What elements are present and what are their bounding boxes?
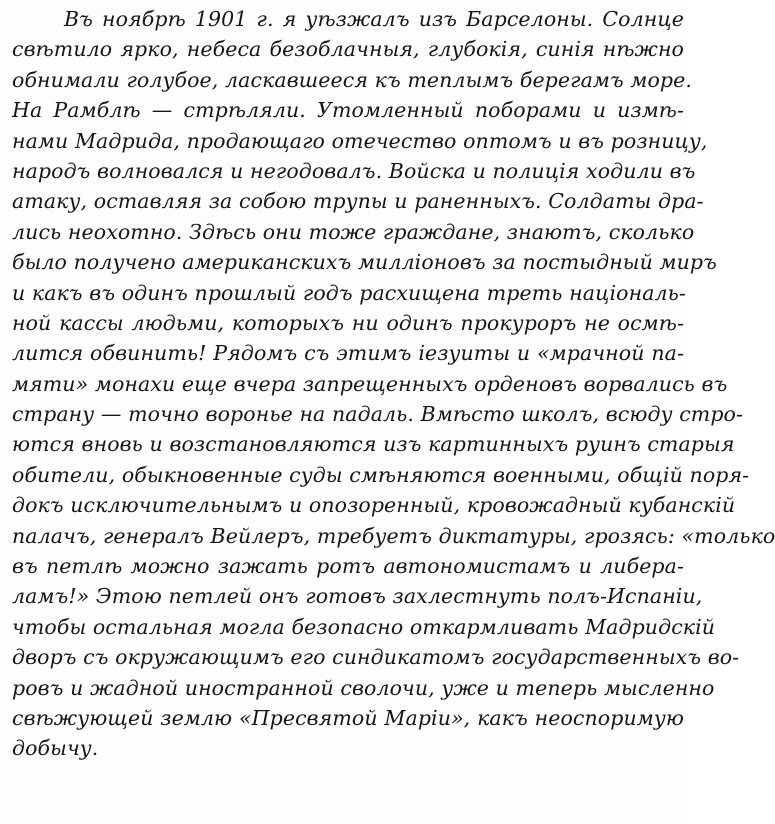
text-line: мяти» монахи еще вчера запрещенныхъ орденовъ ворвались въ: [12, 371, 728, 396]
text-line: въ петлѣ можно зажать ротъ автономистамъ и либера-: [12, 554, 684, 579]
text-line: На Рамблѣ — стрѣляли. Утомленный поборами и измѣ-: [12, 98, 684, 123]
text-line: чтобы остальная могла безопасно откармливать Мадридскій: [12, 614, 716, 639]
text-line: лится обвинить! Рядомъ съ этимъ іезуиты и «мрачной па-: [12, 341, 684, 366]
text-line: ламъ!» Этою петлей онъ готовъ захлестнуть полъ-Испаніи,: [12, 584, 703, 609]
text-line: страну — точно воронье на падаль. Вмѣсто школъ, всюду стро-: [12, 402, 744, 427]
text-line: было получено американскихъ милліоновъ за постыдный миръ: [12, 250, 717, 275]
text-line: ровъ и жадной иностранной сволочи, уже и теперь мысленно: [12, 675, 715, 700]
body-paragraph: [12, 4, 775, 764]
text-line: палачъ, генералъ Вейлеръ, требуетъ диктатуры, грозясь: «только: [12, 523, 775, 548]
text-line: ются вновь и возстановляются изъ картинныхъ руинъ старыя: [12, 432, 735, 457]
text-line: добычу.: [12, 736, 99, 761]
text-line: атаку, оставляя за собою трупы и раненныхъ. Солдаты дра-: [12, 189, 704, 214]
text-line: обители, обыкновенные суды смѣняются военными, общій поря-: [12, 462, 750, 487]
text-line: свѣжующей землю «Пресвятой Маріи», какъ неоспоримую: [12, 705, 684, 730]
text-line: нами Мадрида, продающаго отечество оптомъ и въ розницу,: [12, 128, 708, 153]
text-line: свѣтило ярко, небеса безоблачныя, глубокія, синія нѣжно: [12, 37, 684, 62]
text-line: ной кассы людьми, которыхъ ни одинъ прокуроръ не осмѣ-: [12, 310, 684, 335]
text-line: дворъ съ окружающимъ его синдикатомъ государственныхъ во-: [12, 645, 740, 670]
text-line: лись неохотно. Здѣсь они тоже граждане, знаютъ, сколько: [12, 219, 695, 244]
text-line: Въ ноябрѣ 1901 г. я уѣзжалъ изъ Барселоны. Солнце: [64, 7, 684, 31]
text-line: обнимали голубое, ласкавшееся къ теплымъ берегамъ море.: [12, 67, 693, 92]
text-line: докъ исключительнымъ и опозоренный, кровожадный кубанскій: [12, 493, 736, 518]
text-line: и какъ въ одинъ прошлый годъ расхищена треть національ-: [12, 280, 686, 305]
text-line: народъ волновался и негодовалъ. Войска и полиція ходили въ: [12, 158, 696, 183]
